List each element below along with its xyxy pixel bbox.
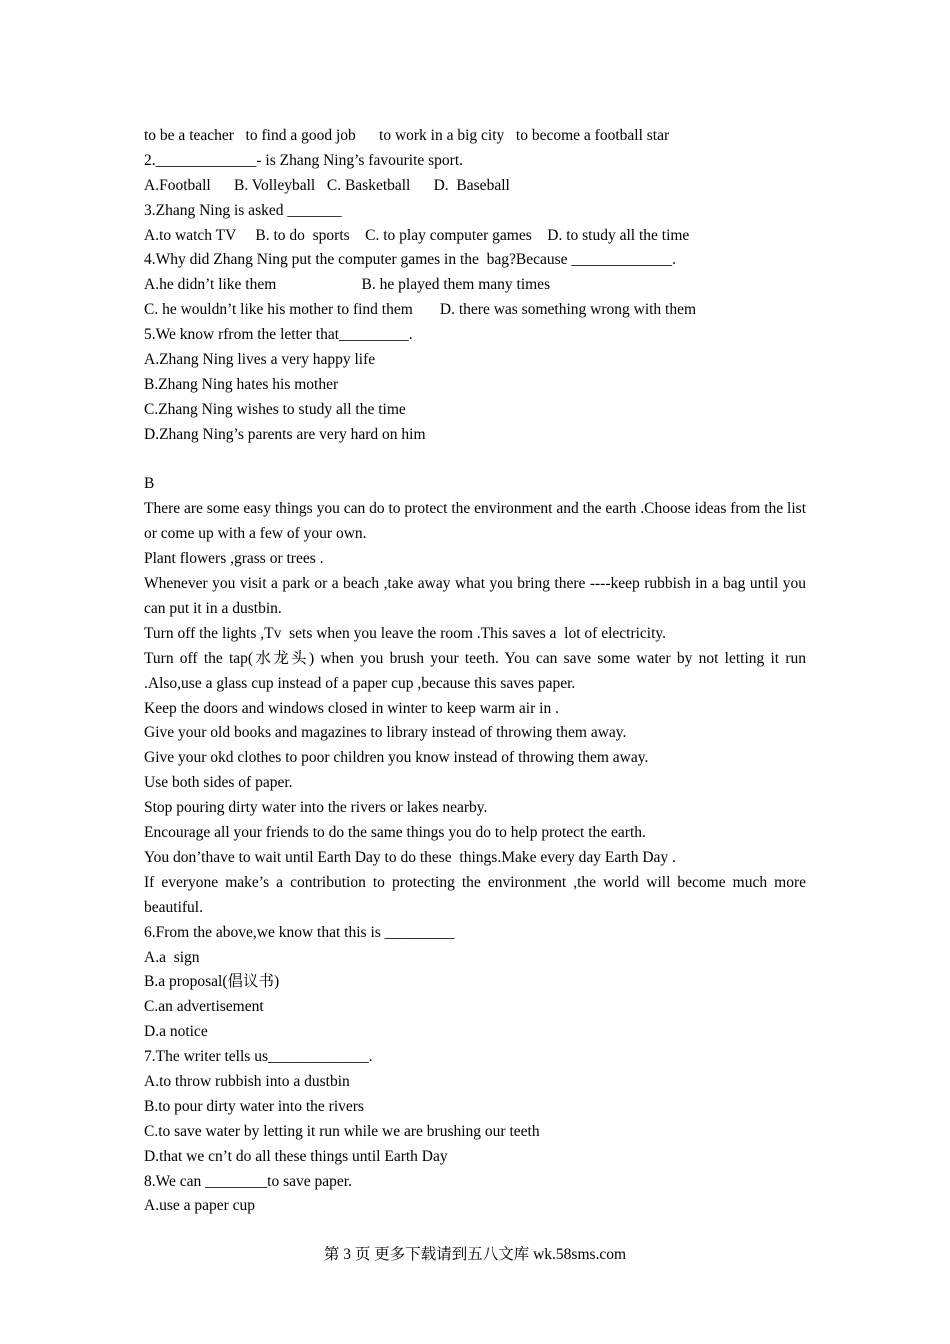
question-6: 6.From the above,we know that this is _________ [144,923,455,941]
question-5-option-d: D.Zhang Ning’s parents are very hard on him [144,425,426,443]
question-7-option-c: C.to save water by letting it run while we are brushing our teeth [144,1122,540,1140]
passage-intro: There are some easy things you can do to protect the environment and the earth .Choose ideas from the list or come up with a few of your own. [144,500,806,543]
question-2-options: A.Football B. Volleyball C. Basketball D. Baseball [144,176,510,194]
passage-item: Stop pouring dirty water into the rivers or lakes nearby. [144,799,488,817]
passage-item: Plant flowers ,grass or trees . [144,550,324,568]
passage-conclusion: If everyone make’s a contribution to protecting the environment ,the world will become much more beautiful. [144,873,806,916]
question-5-option-c: C.Zhang Ning wishes to study all the time [144,400,406,418]
question-8: 8.We can ________to save paper. [144,1172,352,1190]
question-7-option-a: A.to throw rubbish into a dustbin [144,1072,350,1090]
page-footer: 第 3 页 更多下载请到五八文库 wk.58sms.com [323,1246,627,1263]
passage-item: Give your old books and magazines to library instead of throwing them away. [144,724,627,742]
spacer [144,448,806,473]
text-line: to be a teacher to find a good job to work in a big city to become a football star [144,127,670,144]
question-5-option-a: A.Zhang Ning lives a very happy life [144,351,376,369]
passage-item: Encourage all your friends to do the same things you do to help protect the earth. [144,824,646,842]
question-3-options: A.to watch TV B. to do sports C. to play computer games D. to study all the time [144,226,690,244]
question-4-options-cd: C. he wouldn’t like his mother to find them D. there was something wrong with them [144,301,697,319]
question-2: 2._____________- is Zhang Ning’s favourite sport. [144,151,464,169]
question-7-option-b: B.to pour dirty water into the rivers [144,1097,364,1115]
question-6-option-c: C.an advertisement [144,998,264,1016]
passage-item: Give your okd clothes to poor children you know instead of throwing them away. [144,749,649,767]
question-6-option-a: A.a sign [144,948,200,966]
question-7-option-d: D.that we cn’t do all these things until Earth Day [144,1147,448,1165]
passage-item: You don’thave to wait until Earth Day to do these things.Make every day Earth Day . [144,848,676,866]
question-4-options-ab: A.he didn’t like them B. he played them many times [144,276,551,294]
question-6-option-b: B.a proposal(倡议书) [144,973,280,991]
question-5-option-b: B.Zhang Ning hates his mother [144,375,339,393]
question-3: 3.Zhang Ning is asked _______ [144,201,342,219]
question-8-option-a: A.use a paper cup [144,1197,256,1215]
passage-item: Whenever you visit a park or a beach ,take away what you bring there ----keep rubbish in a bag until you can put it in a dustbin. [144,575,806,617]
question-4: 4.Why did Zhang Ning put the computer games in the bag?Because _____________. [144,251,677,269]
passage-item: Turn off the tap(水龙头) when you brush your teeth. You can save some water by not letting it run .Also,use a glass cup instead of a paper cup ,because this saves paper. [144,649,806,692]
document-body [144,124,806,1219]
question-6-option-d: D.a notice [144,1023,208,1041]
passage-item: Use both sides of paper. [144,774,293,792]
question-7: 7.The writer tells us_____________. [144,1048,373,1066]
section-heading-b: B [144,475,155,493]
passage-item: Turn off the lights ,Tv sets when you leave the room .This saves a lot of electricity. [144,624,667,642]
passage-item: Keep the doors and windows closed in winter to keep warm air in . [144,699,559,717]
question-5: 5.We know rfrom the letter that_________. [144,326,413,344]
